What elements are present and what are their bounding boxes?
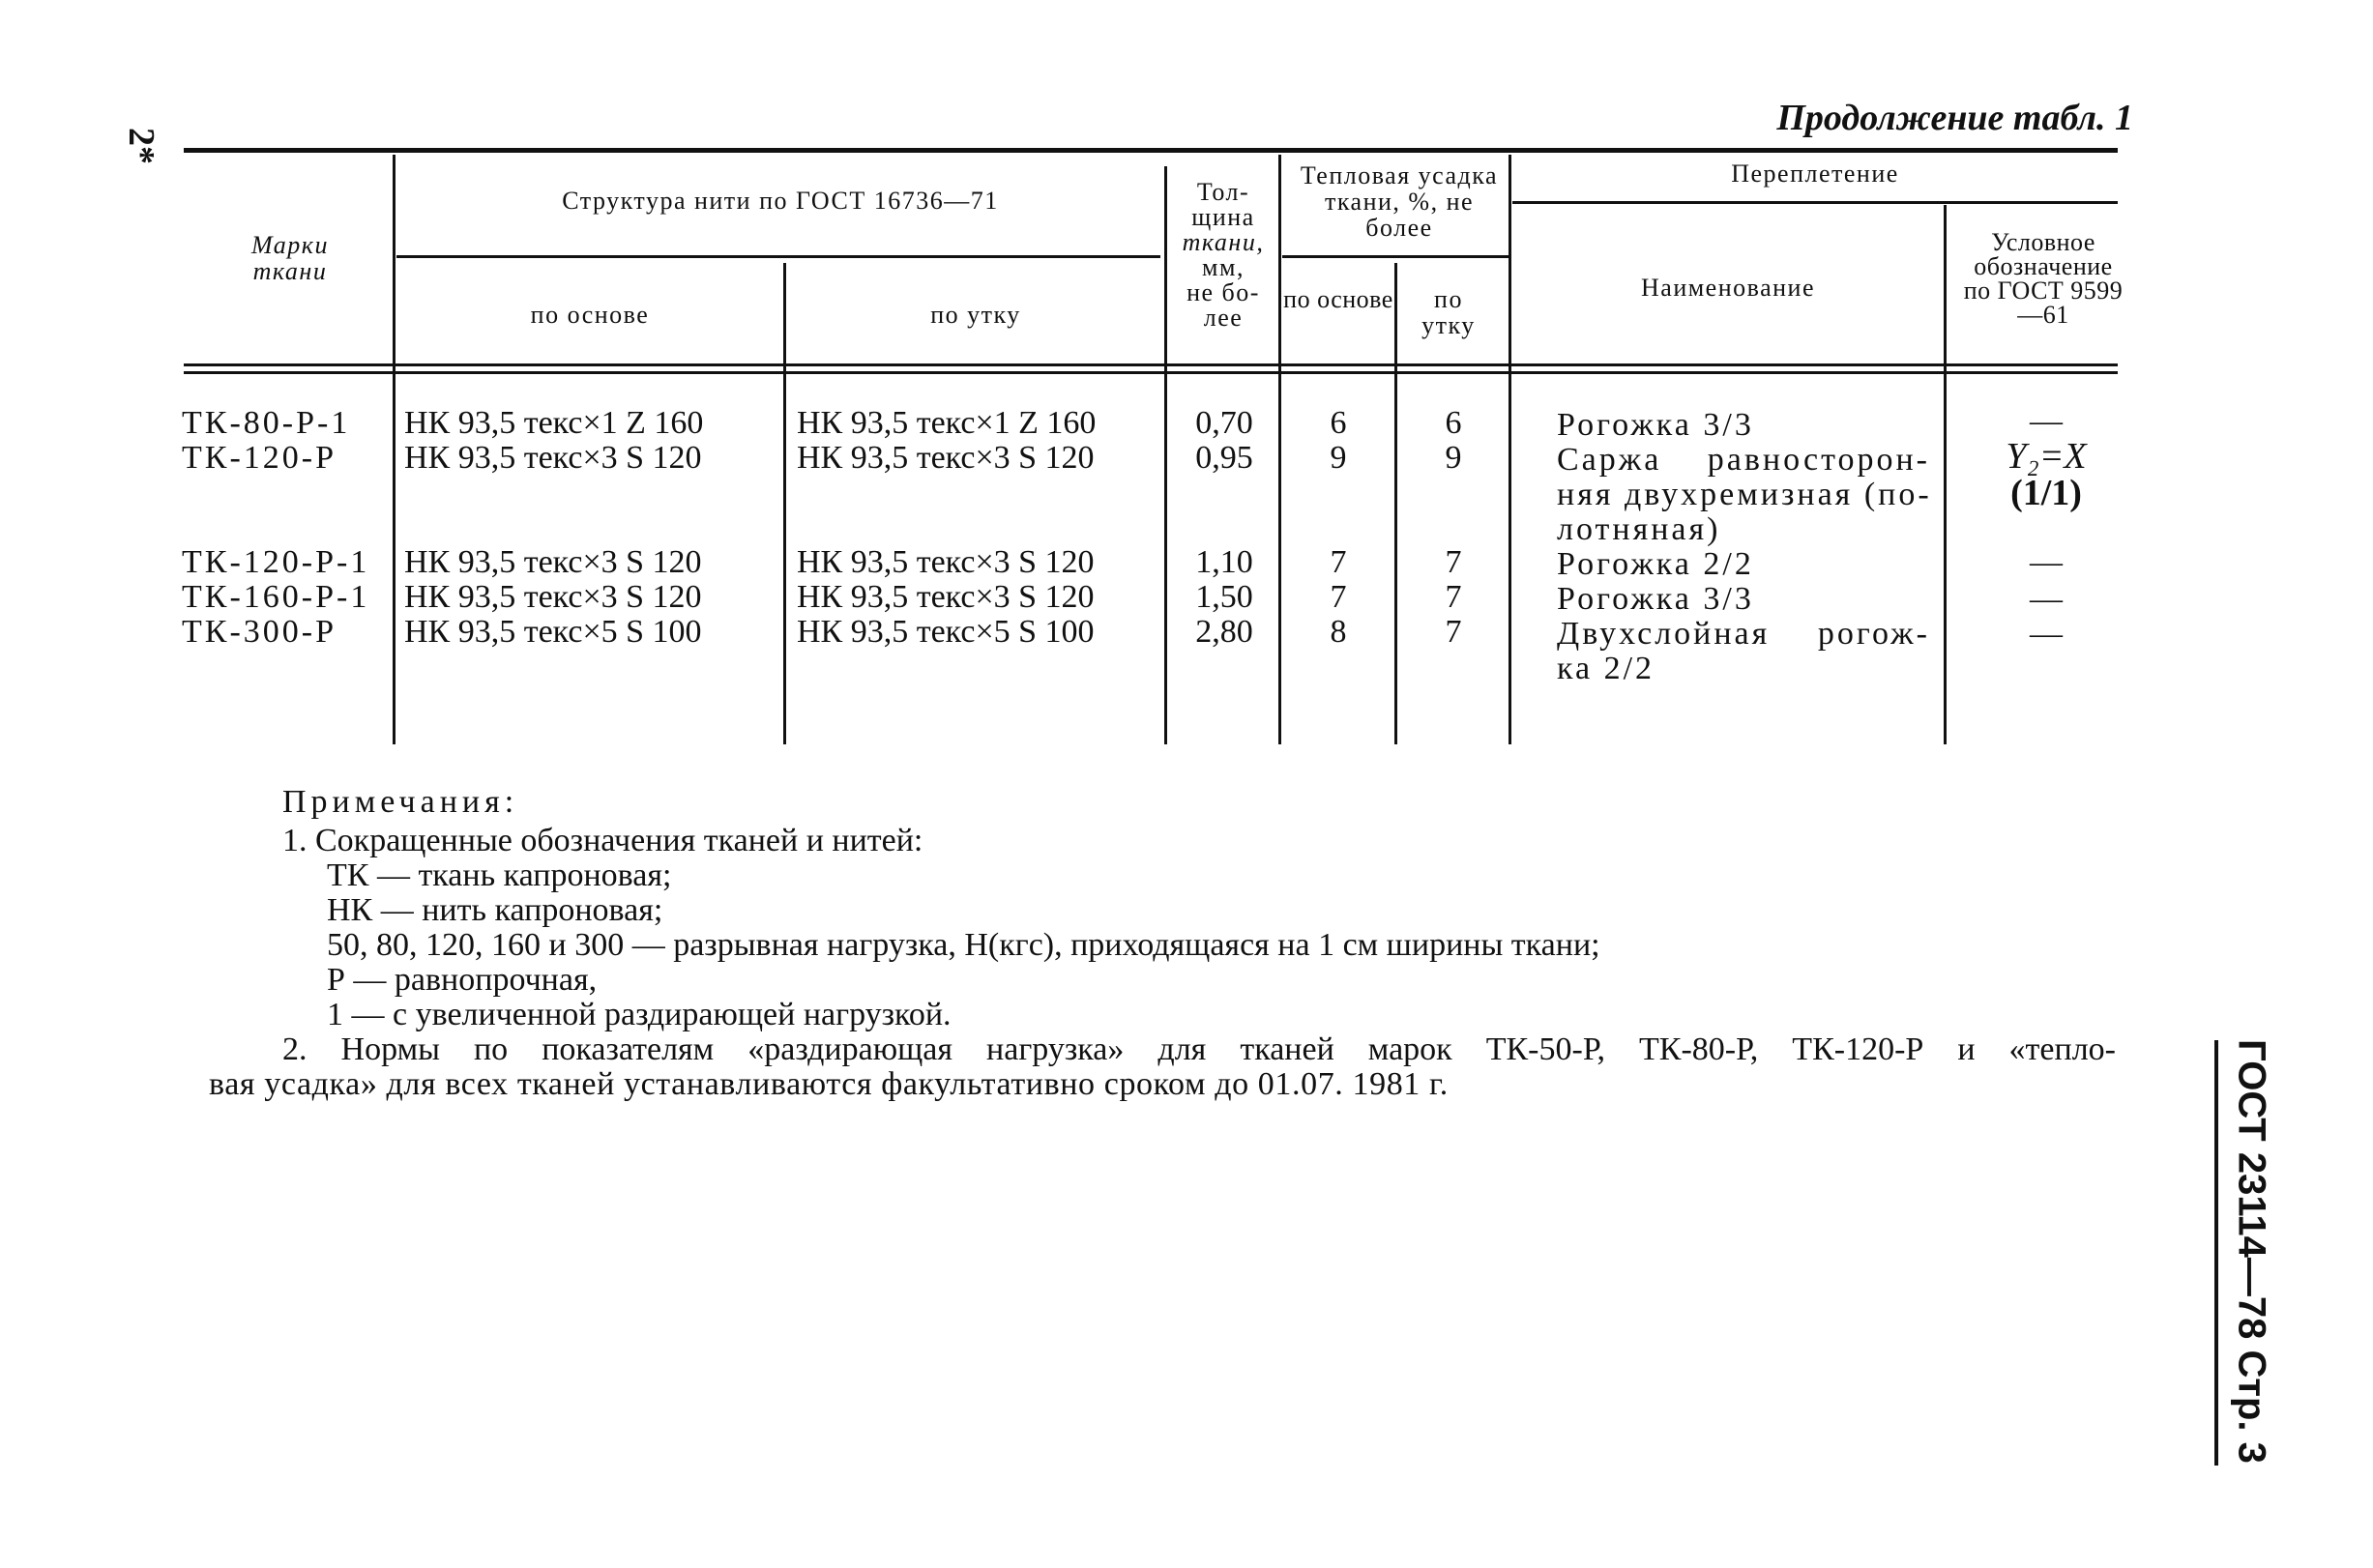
header-brand: Марки ткани xyxy=(251,231,329,285)
table-row-brand: ТК-160-Р-1 xyxy=(182,579,370,615)
col-line-5 xyxy=(1394,263,1397,744)
notes-title: Примечания: xyxy=(282,784,519,820)
header-divider-weave xyxy=(1512,201,2118,204)
note-1-line: Р — равнопрочная, xyxy=(327,962,598,998)
note-1: 1. Сокращенные обозначения тканей и нитей: xyxy=(282,823,923,858)
table-row-brand: ТК-80-Р-1 xyxy=(182,405,351,441)
table-row-thickness: 0,70 xyxy=(1195,405,1253,441)
header-weave-name: Наименование xyxy=(1641,274,1815,302)
table-row-weave-code: — xyxy=(2030,616,2063,652)
table-row-brand: ТК-300-Р xyxy=(182,614,337,650)
header-shrink-weft: по утку xyxy=(1421,285,1476,339)
col-line-3 xyxy=(1164,166,1167,744)
table-row-weave-code-2: (1/1) xyxy=(2010,473,2082,513)
table-row-brand: ТК-120-Р-1 xyxy=(182,544,370,580)
table-row-shrink-warp: 6 xyxy=(1330,405,1347,441)
table-row-thickness: 2,80 xyxy=(1195,614,1253,650)
corner-mark: 2* xyxy=(121,128,161,164)
table-row-warp: НК 93,5 текс×1 Z 160 xyxy=(404,405,704,441)
table-row-thickness: 0,95 xyxy=(1195,440,1253,476)
col-line-7 xyxy=(1944,205,1947,744)
header-warp: по основе xyxy=(530,301,650,329)
table-row-shrink-weft: 7 xyxy=(1445,544,1462,580)
table-row-weave-name: Рогожка 2/2 xyxy=(1557,546,1754,582)
table-row-shrink-weft: 7 xyxy=(1445,614,1462,650)
header-bottom-rule-1 xyxy=(184,363,2118,366)
header-divider-shrink xyxy=(1282,255,1509,258)
table-row-weave-code: Y₂=X xyxy=(2006,436,2087,477)
table-row-shrink-weft: 7 xyxy=(1445,579,1462,615)
table-row-brand: ТК-120-Р xyxy=(182,440,337,476)
table-top-rule xyxy=(184,148,2118,153)
table-row-weave-name: лотняная) xyxy=(1557,511,1721,547)
header-bottom-rule-2 xyxy=(184,371,2118,374)
note-1-line: ТК — ткань капроновая; xyxy=(327,857,672,893)
table-row-weft: НК 93,5 текс×3 S 120 xyxy=(797,579,1095,615)
table-row-weft: НК 93,5 текс×1 Z 160 xyxy=(797,405,1097,441)
table-row-weave-code: — xyxy=(2030,544,2063,580)
header-weave: Переплетение xyxy=(1731,160,1899,188)
table-row-warp: НК 93,5 текс×3 S 120 xyxy=(404,579,702,615)
col-line-4 xyxy=(1278,155,1281,744)
table-row-weave-name: Саржа равносторон- xyxy=(1557,442,1930,478)
table-row-shrink-warp: 9 xyxy=(1330,440,1347,476)
header-structure: Структура нити по ГОСТ 16736—71 xyxy=(562,187,999,215)
table-row-weft: НК 93,5 текс×3 S 120 xyxy=(797,440,1095,476)
note-2-line-2: вая усадка» для всех тканей устанавливаются факультативно сроком до 01.07. 1981 г. xyxy=(209,1066,1449,1102)
note-1-line: 50, 80, 120, 160 и 300 — разрывная нагрузка, Н(кгс), приходящаяся на 1 см ширины ткани; xyxy=(327,927,1600,963)
col-line-1 xyxy=(393,155,396,744)
table-row-weft: НК 93,5 текс×3 S 120 xyxy=(797,544,1095,580)
note-1-line: НК — нить капроновая; xyxy=(327,892,663,928)
table-row-warp: НК 93,5 текс×3 S 120 xyxy=(404,544,702,580)
continuation-label: Продолжение табл. 1 xyxy=(1776,98,2133,138)
table-row-weave-name: Рогожка 3/3 xyxy=(1557,581,1754,617)
table-row-weave-name: Двухслойная рогож- xyxy=(1557,616,1930,652)
table-row-thickness: 1,50 xyxy=(1195,579,1253,615)
table-row-weave-name: ка 2/2 xyxy=(1557,651,1655,686)
table-row-weave-name: няя двухремизная (по- xyxy=(1557,477,1932,512)
side-label: ГОСТ 23114—78 Стр. 3 xyxy=(2230,1039,2273,1464)
table-row-weave-code: — xyxy=(2030,403,2063,439)
col-line-2 xyxy=(783,263,786,744)
table-row-shrink-warp: 8 xyxy=(1330,614,1347,650)
note-2-line-1: 2. Нормы по показателям «раздирающая нагрузка» для тканей марок ТК-50-Р, ТК-80-Р, ТК-120-Р и «тепло- xyxy=(282,1031,2116,1067)
header-shrinkage: Тепловая усадка ткани, %, не более xyxy=(1300,161,1499,242)
note-1-line: 1 — с увеличенной раздирающей нагрузкой. xyxy=(327,997,952,1032)
table-row-weave-name: Рогожка 3/3 xyxy=(1557,407,1754,443)
header-weave-code: Условное обозначение по ГОСТ 9599—61 xyxy=(1963,228,2124,329)
header-shrink-warp: по основе xyxy=(1283,285,1393,313)
table-row-weft: НК 93,5 текс×5 S 100 xyxy=(797,614,1095,650)
table-row-shrink-warp: 7 xyxy=(1330,544,1347,580)
col-line-6 xyxy=(1509,155,1511,744)
table-row-warp: НК 93,5 текс×3 S 120 xyxy=(404,440,702,476)
table-row-shrink-weft: 6 xyxy=(1445,405,1462,441)
table-row-thickness: 1,10 xyxy=(1195,544,1253,580)
table-row-shrink-weft: 9 xyxy=(1445,440,1462,476)
header-divider-struct xyxy=(396,255,1160,258)
header-weft: по утку xyxy=(930,301,1021,329)
side-rule xyxy=(2214,1040,2218,1466)
table-row-shrink-warp: 7 xyxy=(1330,579,1347,615)
header-thickness: Тол- щина ткани, мм, не бо- лее xyxy=(1182,178,1265,332)
table-row-warp: НК 93,5 текс×5 S 100 xyxy=(404,614,702,650)
table-row-weave-code: — xyxy=(2030,581,2063,617)
